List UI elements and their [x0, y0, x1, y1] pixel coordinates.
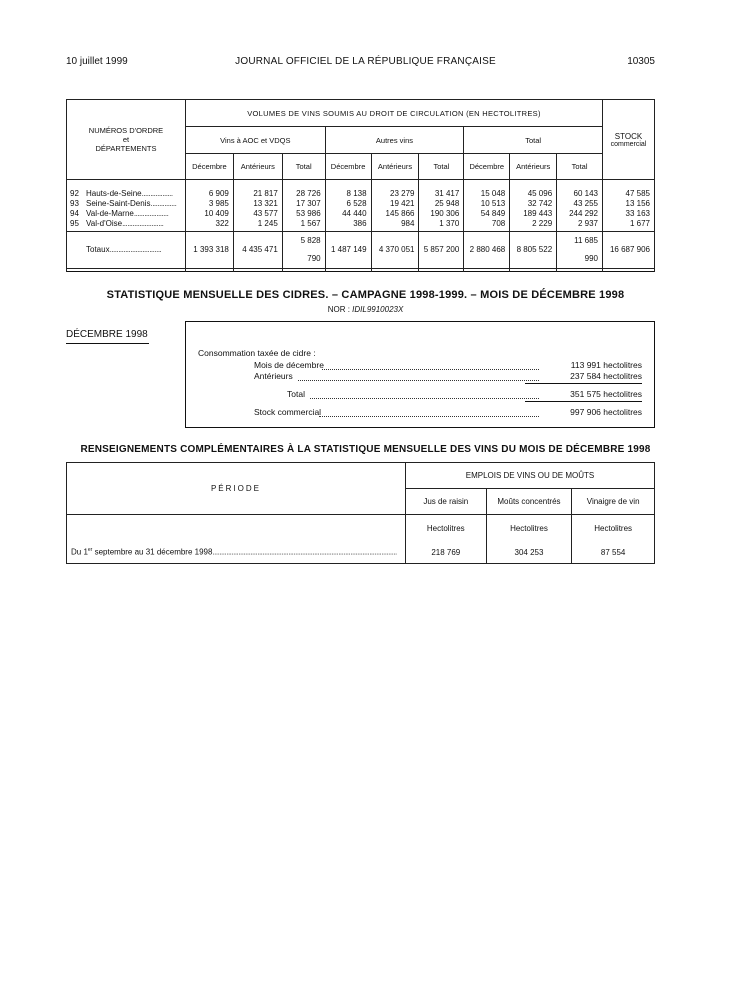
value-cell: 386 [325, 219, 371, 229]
period-cell: Du 1er septembre au 31 décembre 1998........................................................................................................... [67, 542, 406, 564]
department-cell: Totaux.............................. [67, 232, 186, 269]
order-dept-header: NUMÉROS D'ORDRE et DÉPARTEMENTS [67, 100, 186, 180]
unit-label: Hectolitres [572, 515, 655, 542]
consommation-label: Consommation taxée de cidre : [198, 348, 316, 358]
jus-header: Jus de raisin [405, 489, 486, 515]
nor-reference: NOR : IDIL9910023X [327, 305, 404, 314]
value-cell: 3 985 [185, 199, 233, 209]
stock-label: Stock commercial [254, 407, 322, 417]
value-cell: 190 306 [419, 209, 464, 219]
department-cell: 94 Val-de-Marne.................... [67, 209, 186, 219]
value-cell: 2 880 468 [464, 232, 510, 269]
periode-header: PÉRIODE [67, 463, 406, 515]
department-cell: 95 Val-d'Oise........................ [67, 219, 186, 229]
sub-header: Total [557, 154, 603, 180]
value-cell: 6 528 [325, 199, 371, 209]
jus-value: 218 769 [405, 542, 486, 564]
value-cell: 32 742 [510, 199, 557, 209]
sub-header: Total [282, 154, 325, 180]
value-cell: 4 370 051 [371, 232, 419, 269]
value-cell: 8 138 [325, 189, 371, 199]
mois-label: Mois de décembre [254, 360, 324, 370]
value-cell: 5 828 790 [282, 232, 325, 269]
value-cell: 16 687 906 [603, 232, 655, 269]
unit-label: Hectolitres [486, 515, 572, 542]
value-cell: 1 393 318 [185, 232, 233, 269]
mois-value: 113 991 hectolitres [570, 360, 642, 370]
sum-rule [525, 383, 642, 384]
total-rule [525, 401, 642, 402]
value-cell: 10 409 [185, 209, 233, 219]
group-aoc-header: Vins à AOC et VDQS [185, 127, 325, 154]
value-cell: 31 417 [419, 189, 464, 199]
value-cell: 23 279 [371, 189, 419, 199]
sub-header: Décembre [325, 154, 371, 180]
value-cell: 25 948 [419, 199, 464, 209]
value-cell: 189 443 [510, 209, 557, 219]
table-row [67, 219, 655, 229]
value-cell: 17 307 [282, 199, 325, 209]
rens-table [66, 462, 655, 564]
group-total-header: Total [464, 127, 603, 154]
value-cell: 244 292 [557, 209, 603, 219]
unit-label: Hectolitres [405, 515, 486, 542]
value-cell: 2 937 [557, 219, 603, 229]
value-cell: 322 [185, 219, 233, 229]
cidre-title: STATISTIQUE MENSUELLE DES CIDRES. – CAMPAGNE 1998-1999. – MOIS DE DÉCEMBRE 1998 [106, 289, 625, 301]
value-cell: 6 909 [185, 189, 233, 199]
department-cell: 93 Seine-Saint-Denis............... [67, 199, 186, 209]
value-cell: 19 421 [371, 199, 419, 209]
value-cell: 1 370 [419, 219, 464, 229]
total-label: Total [287, 389, 305, 399]
vinaigre-value: 87 554 [572, 542, 655, 564]
vinaigre-header: Vinaigre de vin [572, 489, 655, 515]
sub-header: Antérieurs [371, 154, 419, 180]
value-cell: 45 096 [510, 189, 557, 199]
value-cell: 8 805 522 [510, 232, 557, 269]
sub-header: Décembre [185, 154, 233, 180]
sub-header: Décembre [464, 154, 510, 180]
value-cell: 15 048 [464, 189, 510, 199]
value-cell: 53 986 [282, 209, 325, 219]
month-label: DÉCEMBRE 1998 [66, 329, 148, 340]
value-cell: 1 245 [233, 219, 282, 229]
month-label-rule [66, 343, 149, 344]
value-cell: 43 255 [557, 199, 603, 209]
table-row [67, 209, 655, 219]
group-autres-header: Autres vins [325, 127, 464, 154]
emplois-header: EMPLOIS DE VINS OU DE MOÛTS [405, 463, 654, 489]
header-page-number: 10305 [627, 56, 655, 67]
value-cell: 5 857 200 [419, 232, 464, 269]
value-cell: 708 [464, 219, 510, 229]
header-date: 10 juillet 1999 [66, 56, 128, 67]
value-cell: 11 685 990 [557, 232, 603, 269]
table-row [67, 189, 655, 199]
sub-header: Antérieurs [233, 154, 282, 180]
rens-title: RENSEIGNEMENTS COMPLÉMENTAIRES À LA STATISTIQUE MENSUELLE DES VINS DU MOIS DE DÉCEMBRE 1998 [80, 444, 651, 455]
anterieurs-label: Antérieurs [254, 371, 293, 381]
anterieurs-value: 237 584 hectolitres [570, 371, 642, 381]
leader-dots [319, 416, 539, 417]
value-cell: 54 849 [464, 209, 510, 219]
value-cell: 984 [371, 219, 419, 229]
value-cell: 1 567 [282, 219, 325, 229]
value-cell: 2 229 [510, 219, 557, 229]
stock-header: STOCK commercial [603, 100, 655, 180]
sub-header: Total [419, 154, 464, 180]
department-cell: 92 Hauts-de-Seine.................. [67, 189, 186, 199]
leader-dots [298, 380, 539, 381]
value-cell: 145 866 [371, 209, 419, 219]
table-row [67, 199, 655, 209]
value-cell: 1 487 149 [325, 232, 371, 269]
header-journal-title: JOURNAL OFFICIEL DE LA RÉPUBLIQUE FRANÇAISE [235, 56, 496, 67]
cidre-stats-box [185, 321, 655, 428]
mouts-value: 304 253 [486, 542, 572, 564]
mouts-header: Moûts concentrés [486, 489, 572, 515]
sub-header: Antérieurs [510, 154, 557, 180]
value-cell: 1 677 [603, 219, 655, 229]
value-cell: 13 156 [603, 199, 655, 209]
value-cell: 44 440 [325, 209, 371, 219]
wine-volumes-table [66, 99, 655, 272]
value-cell: 47 585 [603, 189, 655, 199]
volumes-header: VOLUMES DE VINS SOUMIS AU DROIT DE CIRCULATION (EN HECTOLITRES) [185, 100, 602, 127]
value-cell: 43 577 [233, 209, 282, 219]
value-cell: 13 321 [233, 199, 282, 209]
value-cell: 10 513 [464, 199, 510, 209]
value-cell: 21 817 [233, 189, 282, 199]
totals-row [67, 232, 655, 269]
leader-dots [310, 398, 539, 399]
total-value: 351 575 hectolitres [570, 389, 642, 399]
value-cell: 60 143 [557, 189, 603, 199]
value-cell: 28 726 [282, 189, 325, 199]
leader-dots [322, 369, 539, 370]
value-cell: 4 435 471 [233, 232, 282, 269]
stock-value: 997 906 hectolitres [570, 407, 642, 417]
value-cell: 33 163 [603, 209, 655, 219]
